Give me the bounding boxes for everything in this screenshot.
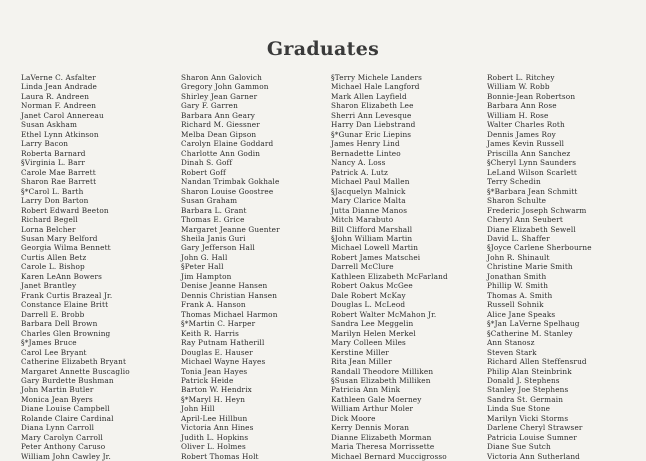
graduate-name: Michael Paul Mallen bbox=[331, 177, 410, 187]
graduate-name: Carole Mae Barrett bbox=[21, 167, 96, 177]
graduate-name: Gregory John Gammon bbox=[181, 82, 269, 92]
graduate-name: Linda Jean Andrade bbox=[21, 82, 98, 92]
graduate-name: Frederic Joseph Schwarm bbox=[487, 205, 587, 215]
graduate-name: Douglas L. McLeod bbox=[331, 300, 406, 310]
graduate-name: Patrick A. Lutz bbox=[331, 167, 388, 177]
graduate-name: Susan Mary Belford bbox=[21, 233, 98, 243]
graduate-name: Sharon Louise Goostree bbox=[181, 186, 274, 196]
graduate-name: Barbara Ann Rose bbox=[487, 101, 557, 111]
graduate-name: Sharon Schulte bbox=[487, 196, 547, 206]
graduate-name: Priscilla Ann Sanchez bbox=[487, 148, 571, 158]
graduate-name: Karen LeAnn Bowers bbox=[21, 271, 103, 281]
graduate-name: Melba Dean Gipson bbox=[181, 129, 257, 139]
graduate-name: Sandra Lee Meggelin bbox=[331, 319, 414, 329]
graduate-name: §*Barbara Jean Schmitt bbox=[487, 186, 578, 196]
graduate-name: §Peter Hall bbox=[181, 262, 224, 272]
graduate-name: Jonathan Smith bbox=[487, 271, 547, 281]
graduate-name: Kerstine Miller bbox=[331, 347, 389, 357]
graduate-name: Margaret Annette Buscaglio bbox=[21, 366, 130, 376]
graduate-name: Linda Sue Stone bbox=[487, 404, 551, 414]
graduate-name: Mary Colleen Miles bbox=[331, 338, 406, 348]
graduate-name: §Terry Michele Landers bbox=[331, 73, 422, 82]
graduate-name: Michael Wayne Hayes bbox=[181, 357, 266, 367]
graduate-name: Sharon Ann Galovich bbox=[181, 73, 262, 82]
graduate-name: Robert James Matschei bbox=[331, 252, 421, 262]
graduate-name: Dennis James Roy bbox=[487, 129, 556, 139]
graduate-name: Diane Elizabeth Sewell bbox=[487, 224, 576, 234]
graduate-name: April-Lee Hillbun bbox=[181, 413, 248, 423]
graduate-name: §*Maryl H. Heyn bbox=[181, 394, 246, 404]
graduate-name: Russell Sohnik bbox=[487, 300, 544, 310]
graduate-name: Susan Graham bbox=[181, 196, 238, 206]
graduate-name: Ethel Lynn Atkinson bbox=[21, 129, 99, 139]
graduate-name: Robert Edward Beeton bbox=[21, 205, 109, 215]
graduate-name: Janet Carol Annereau bbox=[21, 110, 104, 120]
graduate-name: Gary Jefferson Hall bbox=[181, 243, 255, 253]
graduate-name: §John William Martin bbox=[331, 233, 413, 243]
graduate-name: Stanley Joe Stephens bbox=[487, 385, 569, 395]
graduate-name: Christine Marie Smith bbox=[487, 262, 573, 272]
graduate-name: Barbara Ann Geary bbox=[181, 110, 256, 120]
graduate-name: Patricia Ann Mink bbox=[331, 385, 401, 395]
graduate-name: Denise Jeanne Hansen bbox=[181, 281, 268, 291]
graduate-name: Dale Robert McKay bbox=[331, 290, 406, 300]
graduate-name: Richard Allen Steffensrud bbox=[487, 357, 587, 367]
graduate-name: Patrick Heide bbox=[181, 376, 234, 385]
graduate-name: Steven Stark bbox=[487, 347, 537, 357]
graduate-name: §Jacquelyn Malnick bbox=[331, 186, 406, 196]
graduate-name: David L. Shaffer bbox=[487, 233, 550, 243]
graduate-name: Carol Lee Bryant bbox=[21, 347, 87, 357]
graduate-name: William Arthur Moler bbox=[331, 404, 414, 414]
graduate-name: Philip Alan Steinbrink bbox=[487, 366, 572, 376]
graduate-name: Michael Lowell Martin bbox=[331, 243, 419, 253]
graduate-name: Janet Brantley bbox=[21, 281, 77, 291]
graduate-name: Nancy A. Loss bbox=[331, 158, 386, 168]
graduate-name: Robert Oakus McGee bbox=[331, 281, 413, 291]
graduate-name: Dennis Christian Hansen bbox=[181, 290, 278, 300]
graduate-name: Victoria Ann Sutherland bbox=[487, 451, 581, 461]
graduate-name: Thomas E. Grice bbox=[181, 215, 245, 225]
graduate-name: Terry Schedin bbox=[487, 177, 541, 187]
graduate-name: Monica Jean Byers bbox=[21, 394, 93, 404]
graduate-name: Harry Dan Liebstrand bbox=[331, 120, 416, 130]
graduates-column-2 bbox=[181, 73, 280, 461]
graduate-name: §*Carol L. Barth bbox=[21, 186, 84, 196]
graduate-name: James Henry Lind bbox=[331, 139, 400, 149]
graduate-name: Rolande Claire Cardinal bbox=[21, 413, 114, 423]
graduate-name: Sherri Ann Levesque bbox=[331, 110, 412, 120]
graduate-name: Keith R. Harris bbox=[181, 328, 240, 338]
graduate-name: Larry Don Barton bbox=[21, 196, 89, 206]
graduate-name: Roberta Barnard bbox=[21, 148, 86, 158]
page-title: Graduates bbox=[266, 38, 380, 60]
graduate-name: Marilyn Vicki Storms bbox=[487, 413, 569, 423]
graduate-name: Frank A. Hanson bbox=[181, 300, 246, 310]
graduate-name: Michael Hale Langford bbox=[331, 82, 420, 92]
graduate-name: Barbara L. Grant bbox=[181, 205, 247, 215]
graduate-name: Robert Thomas Holt bbox=[181, 451, 259, 461]
graduate-name: Maria Theresa Morrissette bbox=[331, 442, 435, 452]
graduate-name: Georgia Wilma Bennett bbox=[21, 243, 111, 253]
graduate-name: William W. Robb bbox=[487, 82, 550, 92]
graduate-name: Bernadette Linteo bbox=[331, 148, 401, 158]
graduate-name: Dinah S. Goff bbox=[181, 158, 233, 168]
graduate-name: Constance Elaine Britt bbox=[21, 300, 109, 310]
graduate-name: Kerry Dennis Moran bbox=[331, 423, 410, 433]
graduate-name: Alice Jane Speaks bbox=[487, 309, 556, 319]
graduate-name: Peter Anthony Caruso bbox=[21, 442, 106, 452]
graduates-column-3 bbox=[331, 73, 448, 461]
graduate-name: LaVerne C. Asfalter bbox=[21, 73, 96, 82]
graduate-name: Frank Curtis Brazeal Jr. bbox=[21, 290, 113, 300]
graduate-name: John Hill bbox=[181, 404, 215, 414]
graduate-name: Douglas E. Hauser bbox=[181, 347, 253, 357]
graduate-name: Gary Burdette Bushman bbox=[21, 376, 114, 385]
graduate-name: Sharon Rae Barrett bbox=[21, 177, 97, 187]
graduate-name: Margaret Jeanne Guenter bbox=[181, 224, 280, 234]
graduate-name: Ann Stanosz bbox=[487, 338, 535, 348]
graduates-column-4 bbox=[487, 73, 592, 461]
graduate-name: Jim Hampton bbox=[181, 271, 232, 281]
graduate-name: Catherine Elizabeth Bryant bbox=[21, 357, 127, 367]
graduate-name: Sandra St. Germain bbox=[487, 394, 564, 404]
graduate-name: Bill Clifford Marshall bbox=[331, 224, 413, 234]
graduate-name: Larry Bacon bbox=[21, 139, 69, 149]
graduate-name: Robert Walter McMahon Jr. bbox=[331, 309, 437, 319]
graduate-name: Diana Lynn Carroll bbox=[21, 423, 95, 433]
graduate-name: Norman F. Andreen bbox=[21, 101, 97, 111]
graduate-name: Diane Sue Sutch bbox=[487, 442, 551, 452]
graduate-name: Diane Louise Campbell bbox=[21, 404, 110, 414]
graduate-name: Nandan Trimbak Gokhale bbox=[181, 177, 280, 187]
graduate-name: Walter Charles Roth bbox=[487, 120, 565, 130]
graduate-name: Mitch Marabuto bbox=[331, 215, 394, 225]
graduate-name: Darrell E. Brobb bbox=[21, 309, 85, 319]
graduate-name: §Virginia L. Barr bbox=[21, 158, 86, 168]
graduate-name: §*James Bruce bbox=[21, 338, 77, 348]
graduate-name: Judith L. Hopkins bbox=[181, 432, 249, 442]
graduate-name: Thomas A. Smith bbox=[487, 290, 553, 300]
graduate-name: William H. Rose bbox=[487, 110, 549, 120]
graduate-name: §Joyce Carlene Sherbourne bbox=[487, 243, 592, 253]
graduate-name: Charles Glen Browning bbox=[21, 328, 111, 338]
graduate-name: Randall Theodore Milliken bbox=[331, 366, 434, 376]
graduate-name: Curtis Allen Betz bbox=[21, 252, 87, 262]
graduate-name: Barton W. Hendrix bbox=[181, 385, 252, 395]
graduate-name: Laura R. Andreen bbox=[21, 91, 90, 101]
graduate-name: §Cheryl Lynn Saunders bbox=[487, 158, 577, 168]
graduate-name: Darrell McClure bbox=[331, 262, 394, 272]
graduate-name: Mary Carolyn Carroll bbox=[21, 432, 104, 442]
graduate-name: Kathleen Elizabeth McFarland bbox=[331, 271, 448, 281]
graduate-name: Mark Allen Layfield bbox=[331, 91, 407, 101]
graduate-name: Gary F. Garren bbox=[181, 101, 238, 111]
graduate-name: Ray Putnam Hatherill bbox=[181, 338, 265, 348]
graduate-name: William John Cawley Jr. bbox=[21, 451, 111, 461]
graduate-name: Barbara Dell Brown bbox=[21, 319, 98, 329]
graduate-name: John R. Shinault bbox=[487, 252, 550, 262]
graduates-column-1 bbox=[21, 73, 130, 461]
graduate-name: Tonia Jean Hayes bbox=[181, 366, 248, 376]
graduate-name: Patricia Louise Sumner bbox=[487, 432, 577, 442]
graduate-name: Oliver L. Holmes bbox=[181, 442, 246, 452]
graduate-name: Dick Moore bbox=[331, 413, 376, 423]
graduate-name: Donald J. Stephens bbox=[487, 376, 560, 385]
graduate-name: Shirley Jean Garner bbox=[181, 91, 258, 101]
graduate-name: Susan Askham bbox=[21, 120, 78, 130]
graduate-name: Richard Begell bbox=[21, 215, 78, 225]
graduate-name: Charlotte Ann Godin bbox=[181, 148, 261, 158]
graduate-name: §Susan Elizabeth Milliken bbox=[331, 376, 431, 385]
graduate-name: Richard M. Giessner bbox=[181, 120, 260, 130]
graduate-name: Phillip W. Smith bbox=[487, 281, 549, 291]
graduate-name: Rita Jean Miller bbox=[331, 357, 392, 367]
graduate-name: Darlene Cheryl Strawser bbox=[487, 423, 583, 433]
graduate-name: Carolyn Elaine Goddard bbox=[181, 139, 274, 149]
graduate-name: LeLand Wilson Scarlett bbox=[487, 167, 577, 177]
graduate-name: §*Jan LaVerne Spelhaug bbox=[487, 319, 580, 329]
graduate-name: Kathleen Gale Moerney bbox=[331, 394, 422, 404]
graduate-name: John Martin Butler bbox=[21, 385, 94, 395]
graduate-name: Bonnie-Jean Robertson bbox=[487, 91, 576, 101]
graduate-name: Sheila Janis Guri bbox=[181, 233, 246, 243]
graduate-name: Robert Goff bbox=[181, 167, 226, 177]
graduate-name: Mary Clarice Malta bbox=[331, 196, 406, 206]
graduate-name: Thomas Michael Harmon bbox=[181, 309, 278, 319]
graduate-name: Marilyn Helen Merkel bbox=[331, 328, 416, 338]
graduate-name: Cheryl Ann Seubert bbox=[487, 215, 563, 225]
graduate-name: §*Gunar Eric Liepins bbox=[331, 129, 412, 139]
graduate-name: Sharon Elizabeth Lee bbox=[331, 101, 414, 111]
graduate-name: §*Martin C. Harper bbox=[181, 319, 256, 329]
graduate-name: Jutta Dianne Manos bbox=[331, 205, 408, 215]
graduate-name: Lorna Belcher bbox=[21, 224, 76, 234]
graduate-name: §Catherine M. Stanley bbox=[487, 328, 573, 338]
graduate-name: Dianne Elizabeth Morman bbox=[331, 432, 432, 442]
graduate-name: John G. Hall bbox=[181, 252, 228, 262]
graduate-name: Robert L. Ritchey bbox=[487, 73, 555, 82]
graduate-name: James Kevin Russell bbox=[487, 139, 565, 149]
graduate-name: Carole L. Bishop bbox=[21, 262, 85, 272]
graduate-name: Victoria Ann Hines bbox=[181, 423, 254, 433]
graduate-name: Michael Bernard Muccigrosso bbox=[331, 451, 447, 461]
